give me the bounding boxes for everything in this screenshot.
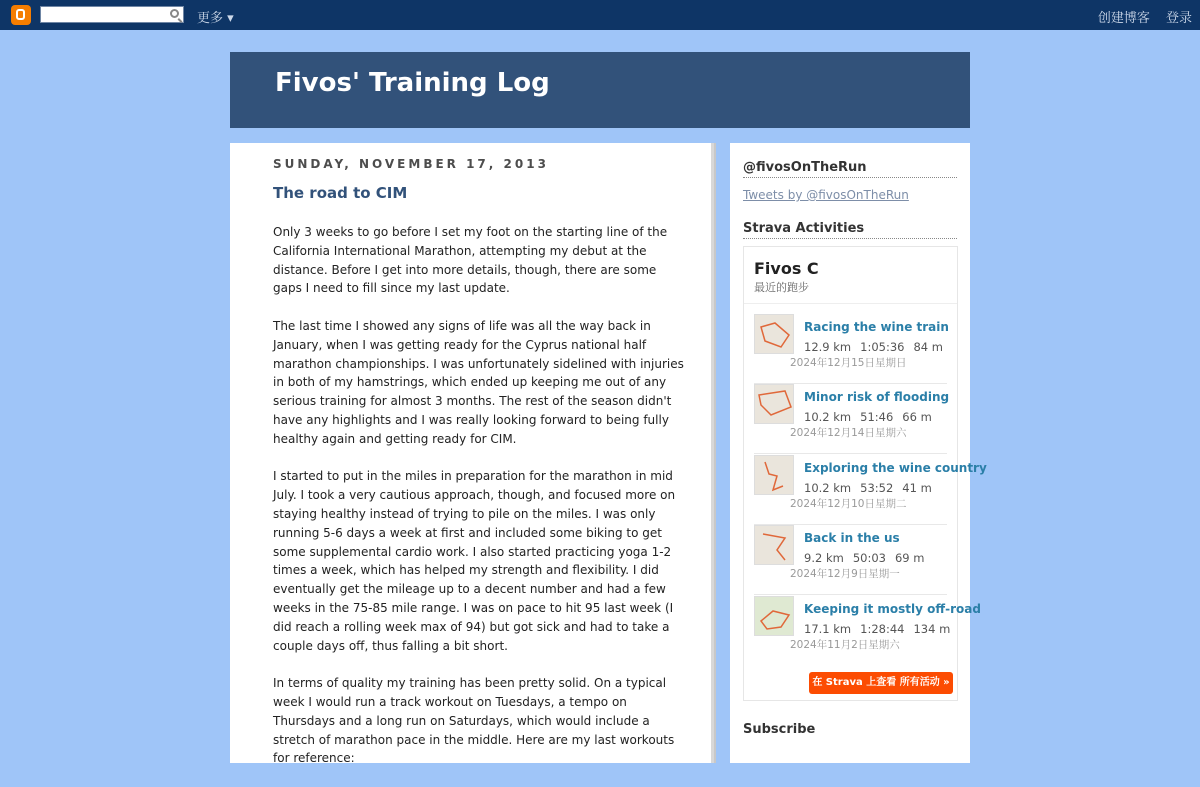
activity-date: 2024年12月9日星期一 <box>790 568 900 580</box>
activity-distance: 10.2 km <box>804 410 852 424</box>
activity-time: 51:46 <box>860 410 894 424</box>
activity-distance: 12.9 km <box>804 340 852 354</box>
twitter-widget-title: @fivosOnTheRun <box>743 160 957 178</box>
strava-athlete-name[interactable]: Fivos C <box>754 259 819 278</box>
activity-stats <box>804 410 941 424</box>
route-map-icon[interactable] <box>754 455 794 495</box>
activity-time: 1:28:44 <box>860 622 905 636</box>
view-all-activities-button[interactable]: 在 Strava 上查看 所有活动 » <box>809 672 953 694</box>
strava-subtitle: 最近的跑步 <box>754 281 809 294</box>
divider <box>754 453 947 454</box>
activity-distance: 17.1 km <box>804 622 852 636</box>
search-icon[interactable] <box>170 9 179 18</box>
strava-activity[interactable] <box>754 525 947 595</box>
blog-title[interactable]: Fivos' Training Log <box>275 68 550 98</box>
activity-name[interactable]: Exploring the wine country <box>804 461 987 475</box>
sign-in-link[interactable]: 登录 <box>1165 11 1192 26</box>
activity-name[interactable]: Minor risk of flooding <box>804 390 950 404</box>
activity-date: 2024年12月14日星期六 <box>790 427 907 439</box>
activity-stats <box>804 340 952 354</box>
post-date: SUNDAY, NOVEMBER 17, 2013 <box>273 157 549 171</box>
create-blog-link[interactable]: 创建博客 <box>1097 11 1150 26</box>
activity-stats <box>804 622 959 636</box>
strava-activity[interactable] <box>754 596 981 666</box>
activity-elevation: 69 m <box>894 551 925 565</box>
strava-activity[interactable] <box>754 384 950 454</box>
blogger-logo-icon[interactable] <box>11 5 31 25</box>
route-map-icon[interactable] <box>754 314 794 354</box>
subscribe-widget-title: Subscribe <box>743 722 816 737</box>
route-map-icon[interactable] <box>754 384 794 424</box>
search-input[interactable] <box>40 6 184 23</box>
activity-time: 53:52 <box>860 481 894 495</box>
blog-header <box>230 52 970 128</box>
route-map-icon[interactable] <box>754 525 794 565</box>
strava-activity[interactable] <box>754 455 987 525</box>
activity-name[interactable]: Keeping it mostly off-road <box>804 602 981 616</box>
post-body <box>273 223 685 787</box>
top-navbar <box>0 0 1200 30</box>
twitter-timeline-link[interactable]: Tweets by @fivosOnTheRun <box>743 188 909 202</box>
post-paragraph: I started to put in the miles in preparation for the marathon in mid July. I took a very cautious approach, though, and focused more on staying healthy instead of trying to pile on the miles. I was only running 5-6 days a week at first and included some biking to get some supplemental cardio work. I also started practicing yoga 1-2 times a week, which has helped my strength and flexibility. I did eventually get the mileage up to a decent number and had a few weeks in the 75-85 mile range. I was on pace to hit 95 last week (I did reach a rolling week max of 94) but got sick and had to take a couple days off, thus falling a bit short. <box>273 469 676 653</box>
activity-time: 50:03 <box>852 551 886 565</box>
activity-date: 2024年12月10日星期二 <box>790 498 907 510</box>
main-column <box>230 143 714 766</box>
sidebar <box>730 143 987 763</box>
strava-widget-title: Strava Activities <box>743 221 957 239</box>
activity-elevation: 41 m <box>902 481 932 495</box>
activity-date: 2024年12月15日星期日 <box>790 357 907 369</box>
activity-stats <box>804 481 941 495</box>
activity-date: 2024年11月2日星期六 <box>790 639 900 651</box>
activity-elevation: 134 m <box>913 622 951 636</box>
activity-name[interactable]: Back in the us <box>804 531 900 545</box>
activity-elevation: 66 m <box>902 410 932 424</box>
divider <box>744 303 957 304</box>
activity-distance: 9.2 km <box>804 551 844 565</box>
post-title[interactable]: The road to CIM <box>273 184 408 202</box>
post-paragraph: The last time I showed any signs of life was all the way back in January, when I was getting ready for the Cyprus national half marathon championships. I was unfortunately sidelined with injuries in both of my hamstrings, which ended up keeping me out of any serious training for almost 3 months. The rest of the season didn't have any highlights and I was really looking forward to being fully healthy again and getting ready for CIM. <box>273 318 684 446</box>
post-paragraph: In terms of quality my training has been pretty solid. On a typical week I would run a track workout on Tuesdays, a tempo on Thursdays and a long run on Saturdays, which would include a stretch of marathon pace in the middle. Here are my last workouts for reference: <box>273 676 675 766</box>
activity-stats <box>804 551 933 565</box>
strava-activity[interactable] <box>754 314 947 384</box>
divider <box>754 594 947 595</box>
navbar-right-links <box>1086 7 1192 26</box>
strava-widget <box>743 246 987 701</box>
activity-elevation: 84 m <box>913 340 943 354</box>
activity-time: 1:05:36 <box>860 340 905 354</box>
activity-name[interactable]: Racing the wine train <box>804 320 949 334</box>
more-menu-button[interactable]: 更多 ▾ <box>197 11 234 26</box>
post-paragraph: Only 3 weeks to go before I set my foot on the starting line of the California International Marathon, attempting my debut at the distance. Before I get into more details, though, there are some gaps I need to fill since my last update. <box>273 225 668 296</box>
activity-distance: 10.2 km <box>804 481 852 495</box>
route-map-icon[interactable] <box>754 596 794 636</box>
